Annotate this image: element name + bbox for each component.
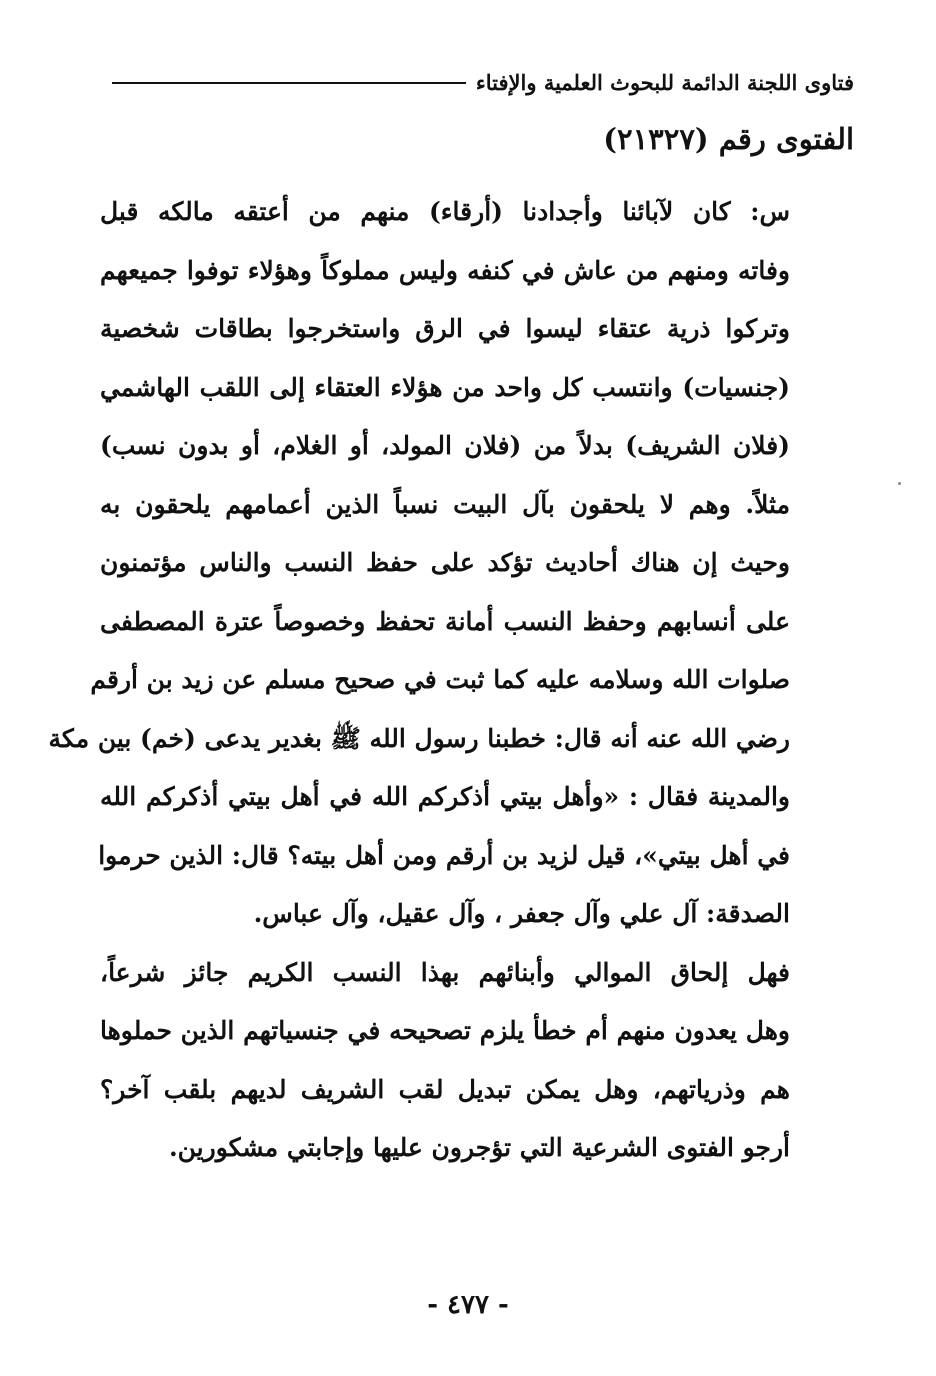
question-line: رضي الله عنه أنه قال: خطبنا رسول الله ﷺ بغدير يدعى (خم) بين مكة xyxy=(48,723,790,753)
question-line: س: كان لآبائنا وأجدادنا (أرقاء) منهم من أعتقه مالكه قبل xyxy=(100,197,790,226)
question-line: على أنسابهم وحفظ النسب أمانة تحفظ وخصوصاً عترة المصطفى xyxy=(100,606,790,636)
running-header-title: فتاوى اللجنة الدائمة للبحوث العلمية والإفتاء xyxy=(475,69,854,95)
question-line: (فلان الشريف) بدلاً من (فلان المولد، أو الغلام، أو بدون نسب) xyxy=(100,431,790,460)
question-body xyxy=(48,183,790,1178)
question-line: وفاته ومنهم من عاش في كنفه وليس مملوكاً وهؤلاء توفوا جميعهم xyxy=(100,255,790,285)
question-line: والمدينة فقال : «وأهل بيتي أذكركم الله في أهل بيتي أذكركم الله xyxy=(100,782,790,811)
question-line: صلوات الله وسلامه عليه كما ثبت في صحيح مسلم عن زيد بن أرقم xyxy=(90,665,790,694)
margin-speck xyxy=(898,482,901,485)
fatwa-number-heading: الفتوى رقم (٢١٣٢٧) xyxy=(603,122,854,156)
question-line: (جنسيات) وانتسب كل واحد من هؤلاء العتقاء إلى اللقب الهاشمي xyxy=(100,372,790,402)
question-line: الصدقة: آل علي وآل جعفر ، وآل عقيل، وآل عباس. xyxy=(253,899,790,928)
running-header xyxy=(112,64,854,100)
followup-line: وهل يعدون منهم أم خطأ يلزم تصحيحه في جنسياتهم الذين حملوها xyxy=(100,1016,790,1045)
question-line: في أهل بيتي»، قيل لزيد بن أرقم ومن أهل بيته؟ قال: الذين حرموا xyxy=(98,840,790,870)
followup-line: فهل إلحاق الموالي وأبنائهم بهذا النسب الكريم جائز شرعاً، xyxy=(100,957,790,987)
page-number: - ٤٧٧ - xyxy=(427,1290,509,1320)
followup-line: هم وذرياتهم، وهل يمكن تبديل لقب الشريف لديهم بلقب آخر؟ xyxy=(100,1074,790,1104)
header-rule xyxy=(112,82,466,84)
question-line: وتركوا ذرية عتقاء ليسوا في الرق واستخرجوا بطاقات شخصية xyxy=(100,314,790,343)
followup-line: أرجو الفتوى الشرعية التي تؤجرون عليها وإجابتي مشكورين. xyxy=(168,1133,790,1162)
question-line: وحيث إن هناك أحاديث تؤكد على حفظ النسب والناس مؤتمنون xyxy=(100,548,790,577)
question-line: مثلاً. وهم لا يلحقون بآل البيت نسباً الذين أعمامهم يلحقون به xyxy=(100,489,790,519)
